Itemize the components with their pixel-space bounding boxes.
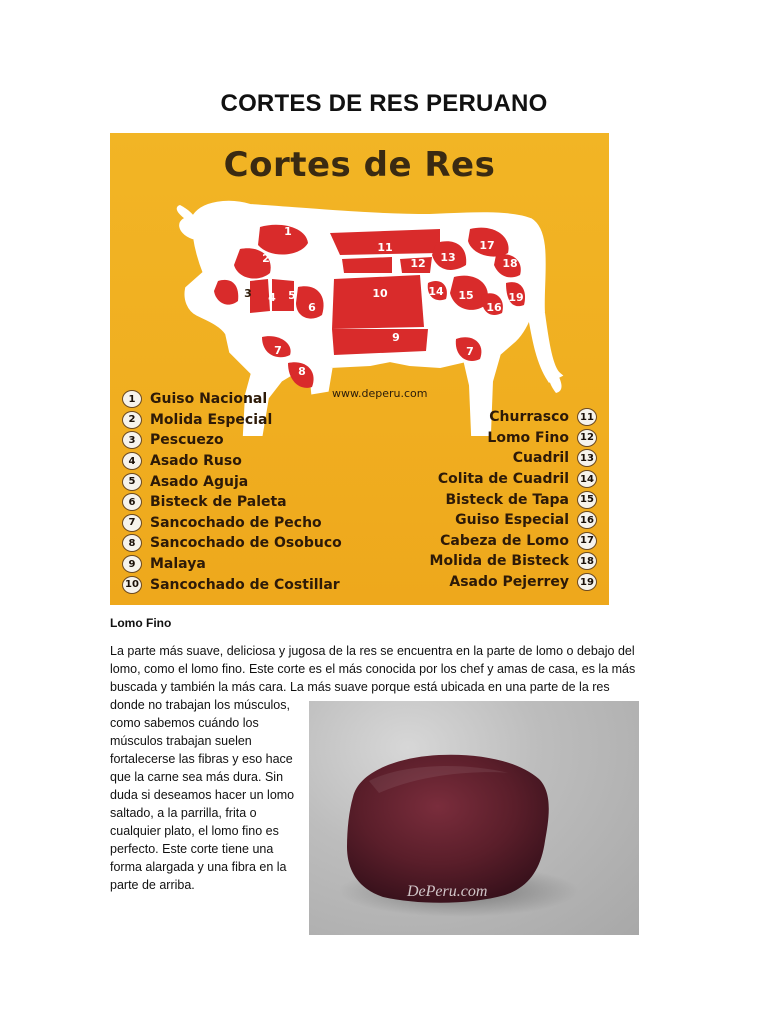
legend-number: 2 (122, 411, 142, 429)
cut-label-6: 6 (308, 301, 316, 314)
cut-label-3: 3 (244, 287, 252, 300)
legend-item (122, 533, 342, 554)
legend-label: Asado Pejerrey (449, 574, 569, 591)
cut-label-4: 4 (268, 291, 276, 304)
legend-label: Churrasco (489, 409, 569, 426)
legend-item (430, 448, 597, 469)
legend-number: 8 (122, 534, 142, 552)
legend-right (430, 407, 597, 592)
legend-item (122, 471, 342, 492)
legend-number: 5 (122, 473, 142, 491)
legend-number: 6 (122, 493, 142, 511)
legend-label: Molida de Bisteck (429, 553, 569, 570)
legend-item (430, 489, 597, 510)
cut-label-7-rear: 7 (466, 345, 474, 358)
legend-label: Asado Ruso (150, 453, 242, 470)
cut-label-16: 16 (486, 301, 502, 314)
legend-item (430, 428, 597, 449)
cut-label-8: 8 (298, 365, 306, 378)
legend-item (430, 572, 597, 593)
legend-label: Guiso Nacional (150, 391, 268, 408)
legend-item (430, 510, 597, 531)
legend-number: 4 (122, 452, 142, 470)
cut-label-18: 18 (502, 257, 518, 270)
section-heading: Lomo Fino (110, 616, 172, 630)
legend-number: 16 (577, 511, 597, 529)
legend-item (122, 451, 342, 472)
legend-label: Bisteck de Tapa (445, 491, 569, 508)
cut-label-7: 7 (274, 344, 282, 357)
legend-label: Cabeza de Lomo (440, 532, 569, 549)
legend-item (122, 513, 342, 534)
legend-label: Sancochado de Osobuco (150, 535, 342, 552)
legend-number: 12 (577, 429, 597, 447)
legend-item (122, 554, 342, 575)
cut-label-14: 14 (428, 285, 444, 298)
legend-number: 11 (577, 408, 597, 426)
paragraph-side: donde no trabajan los músculos, como sabemos cuándo los músculos trabajan suelen fortalecerse las fibras y eso hace que la carne sea más dura. Sin duda si deseamos hacer un lomo saltado, a la parrilla, frita o cualquier plato, el lomo fino es perfecto. Este corte tiene una forma alargada y una fibra en la parte de arriba. (110, 698, 295, 892)
legend-label: Sancochado de Pecho (150, 514, 322, 531)
legend-left (122, 389, 342, 595)
legend-item (122, 389, 342, 410)
cut-label-17: 17 (479, 239, 495, 252)
beef-cuts-infographic (110, 133, 609, 605)
legend-label: Malaya (150, 556, 206, 573)
infographic-credit: www.deperu.com (332, 387, 428, 400)
legend-label: Guiso Especial (455, 512, 569, 529)
legend-item (430, 407, 597, 428)
legend-label: Pescuezo (150, 432, 224, 449)
legend-item (430, 531, 597, 552)
legend-item (122, 492, 342, 513)
infographic-title: Cortes de Res (223, 145, 496, 185)
legend-number: 1 (122, 390, 142, 408)
cut-label-9: 9 (392, 331, 400, 344)
legend-label: Sancochado de Costillar (150, 576, 340, 593)
legend-number: 10 (122, 576, 142, 594)
cut-label-1: 1 (284, 225, 292, 238)
legend-number: 17 (577, 532, 597, 550)
legend-number: 18 (577, 552, 597, 570)
legend-label: Bisteck de Paleta (150, 494, 287, 511)
cut-label-15: 15 (458, 289, 474, 302)
lomo-fino-photo (309, 701, 639, 935)
legend-item (122, 410, 342, 431)
legend-number: 3 (122, 431, 142, 449)
cut-label-13: 13 (440, 251, 456, 264)
cut-label-12: 12 (410, 257, 426, 270)
legend-number: 13 (577, 449, 597, 467)
legend-item (122, 574, 342, 595)
legend-label: Colita de Cuadril (437, 471, 569, 488)
photo-watermark: DePeru.com (407, 883, 488, 900)
legend-label: Asado Aguja (150, 473, 249, 490)
cut-label-2: 2 (262, 252, 270, 265)
legend-number: 14 (577, 470, 597, 488)
paragraph-intro: La parte más suave, deliciosa y jugosa de la res se encuentra en la parte de lomo o debajo del lomo, como el lomo fino. Este corte es el más conocida por los chef y amas de casa, es la más buscada y también la más cara. La más suave porque está ubicada en una parte de la res (110, 644, 636, 694)
legend-number: 9 (122, 555, 142, 573)
page-title: CORTES DE RES PERUANO (220, 90, 548, 117)
legend-item (122, 430, 342, 451)
legend-label: Molida Especial (150, 411, 273, 428)
legend-number: 7 (122, 514, 142, 532)
cut-label-5: 5 (288, 289, 296, 302)
cut-label-19: 19 (508, 291, 524, 304)
legend-number: 19 (577, 573, 597, 591)
legend-item (430, 551, 597, 572)
legend-number: 15 (577, 491, 597, 509)
legend-label: Cuadril (512, 450, 569, 467)
cut-label-11: 11 (377, 241, 393, 254)
cut-label-10: 10 (372, 287, 388, 300)
legend-label: Lomo Fino (487, 429, 569, 446)
legend-item (430, 469, 597, 490)
